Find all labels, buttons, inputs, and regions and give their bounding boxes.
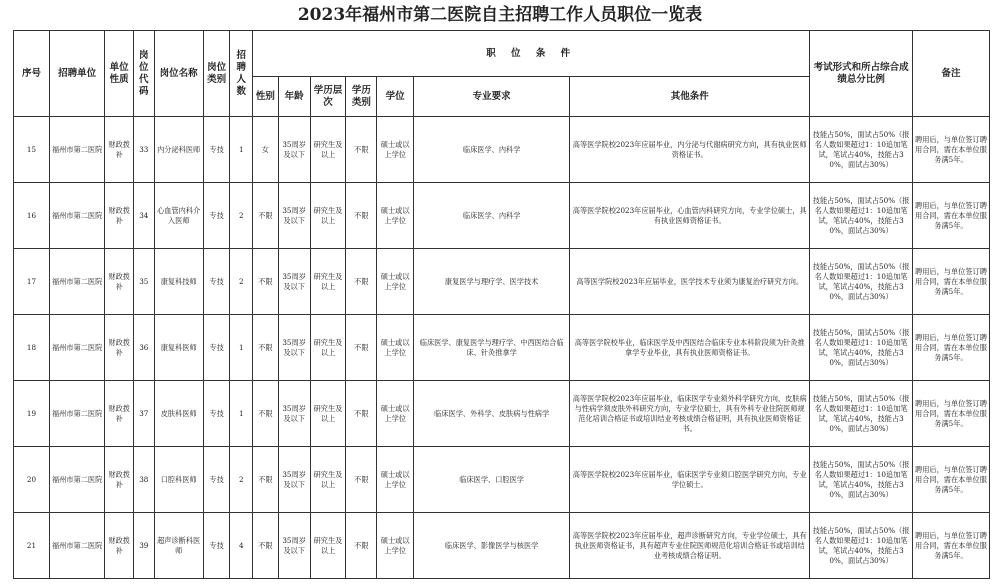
cell-degree: 硕士或以上学位 [377,447,414,513]
cell-seq: 21 [14,513,50,579]
header-post: 岗位名称 [154,31,203,117]
cell-count: 2 [230,183,253,249]
cell-gender: 女 [253,117,279,183]
cell-seq: 19 [14,381,50,447]
cell-other: 高等医学院校2023年应届毕业，超声诊断研究方向，专业学位硕士，具有执业医师资格证书，具有超声专业住院医师规范化培训合格证书或培训结业考核成绩合格证明。 [570,513,810,579]
cell-code: 34 [134,183,155,249]
cell-age: 35周岁及以下 [278,513,310,579]
cell-seq: 15 [14,117,50,183]
cell-exam: 技能占50%，面试占50%（报名人数如果超过1：10追加笔试，笔试占40%，技能占30%，面试占30%） [810,117,913,183]
cell-note: 聘用后，与单位签订聘用合同，需在本单位服务满5年。 [912,315,989,381]
cell-unit: 福州市第二医院 [49,183,104,249]
cell-post: 口腔科医师 [154,447,203,513]
cell-edu-level: 研究生及以上 [310,249,346,315]
cell-age: 35周岁及以下 [278,249,310,315]
header-edu-type: 学历类别 [346,77,377,117]
cell-unit: 福州市第二医院 [49,447,104,513]
cell-edu-type: 不限 [346,513,377,579]
header-count: 招聘人数 [230,31,253,117]
cell-nature: 财政拨补 [105,447,134,513]
header-gender: 性别 [253,77,279,117]
cell-post: 超声诊断科医师 [154,513,203,579]
cell-code: 35 [134,249,155,315]
cell-count: 4 [230,513,253,579]
cell-major: 临床医学、内科学 [414,117,570,183]
page-title: 2023年福州市第二医院自主招聘工作人员职位一览表 [297,5,703,25]
cell-edu-level: 研究生及以上 [310,447,346,513]
cell-nature: 财政拨补 [105,183,134,249]
cell-post: 皮肤科医师 [154,381,203,447]
cell-gender: 不限 [253,513,279,579]
header-note: 备注 [912,31,989,117]
cell-edu-type: 不限 [346,117,377,183]
cell-note: 聘用后，与单位签订聘用合同，需在本单位服务满5年。 [912,183,989,249]
header-other: 其他条件 [570,77,810,117]
cell-category: 专技 [203,315,230,381]
cell-gender: 不限 [253,447,279,513]
cell-age: 35周岁及以下 [278,183,310,249]
cell-gender: 不限 [253,315,279,381]
table-row [14,447,990,513]
cell-category: 专技 [203,513,230,579]
cell-post: 康复科技师 [154,249,203,315]
cell-degree: 硕士或以上学位 [377,513,414,579]
header-conditions: 职 位 条 件 [253,31,810,77]
header-edu-level: 学历层次 [310,77,346,117]
cell-edu-level: 研究生及以上 [310,117,346,183]
cell-degree: 硕士或以上学位 [377,183,414,249]
cell-degree: 硕士或以上学位 [377,249,414,315]
header-exam: 考试形式和所占综合成绩总分比例 [810,31,913,117]
cell-gender: 不限 [253,183,279,249]
cell-edu-level: 研究生及以上 [310,183,346,249]
cell-code: 37 [134,381,155,447]
cell-edu-type: 不限 [346,249,377,315]
cell-major: 康复医学与理疗学、医学技术 [414,249,570,315]
cell-exam: 技能占50%，面试占50%（报名人数如果超过1：10追加笔试，笔试占40%，技能占30%，面试占30%） [810,249,913,315]
table-row [14,381,990,447]
cell-seq: 20 [14,447,50,513]
cell-edu-type: 不限 [346,381,377,447]
cell-count: 1 [230,117,253,183]
cell-post: 内分泌科医师 [154,117,203,183]
header-unit: 招聘单位 [49,31,104,117]
cell-unit: 福州市第二医院 [49,381,104,447]
cell-gender: 不限 [253,381,279,447]
cell-unit: 福州市第二医院 [49,249,104,315]
cell-edu-level: 研究生及以上 [310,381,346,447]
cell-unit: 福州市第二医院 [49,315,104,381]
cell-post: 康复科医师 [154,315,203,381]
cell-exam: 技能占50%，面试占50%（报名人数如果超过1：10追加笔试，笔试占40%，技能占30%，面试占30%） [810,315,913,381]
cell-exam: 技能占50%，面试占50%（报名人数如果超过1：10追加笔试，笔试占40%，技能占30%，面试占30%） [810,447,913,513]
cell-other: 高等医学院校2023年应届毕业，医学技术专业须为康复治疗研究方向。 [570,249,810,315]
cell-exam: 技能占50%，面试占50%（报名人数如果超过1：10追加笔试，笔试占40%，技能占30%，面试占30%） [810,381,913,447]
cell-gender: 不限 [253,249,279,315]
cell-other: 高等医学院校毕业，临床医学及中西医结合临床专业本科阶段须为针灸推拿学专业毕业，具有执业医师资格证书。 [570,315,810,381]
cell-note: 聘用后，与单位签订聘用合同，需在本单位服务满5年。 [912,249,989,315]
cell-note: 聘用后，与单位签订聘用合同，需在本单位服务满5年。 [912,381,989,447]
cell-note: 聘用后，与单位签订聘用合同，需在本单位服务满5年。 [912,447,989,513]
cell-major: 临床医学、内科学 [414,183,570,249]
cell-age: 35周岁及以下 [278,381,310,447]
cell-edu-level: 研究生及以上 [310,315,346,381]
cell-exam: 技能占50%，面试占50%（报名人数如果超过1：10追加笔试，笔试占40%，技能占30%，面试占30%） [810,513,913,579]
table-row [14,117,990,183]
cell-major: 临床医学、康复医学与理疗学、中西医结合临床、针灸推拿学 [414,315,570,381]
cell-exam: 技能占50%，面试占50%（报名人数如果超过1：10追加笔试，笔试占40%，技能占30%，面试占30%） [810,183,913,249]
cell-category: 专技 [203,381,230,447]
cell-degree: 硕士或以上学位 [377,315,414,381]
cell-age: 35周岁及以下 [278,315,310,381]
table-row [14,315,990,381]
cell-seq: 16 [14,183,50,249]
cell-count: 1 [230,381,253,447]
cell-major: 临床医学、影像医学与核医学 [414,513,570,579]
cell-edu-type: 不限 [346,447,377,513]
cell-edu-level: 研究生及以上 [310,513,346,579]
cell-code: 39 [134,513,155,579]
header-category: 岗位类别 [203,31,230,117]
cell-age: 35周岁及以下 [278,447,310,513]
cell-category: 专技 [203,183,230,249]
cell-nature: 财政拨补 [105,315,134,381]
cell-nature: 财政拨补 [105,117,134,183]
table-row [14,183,990,249]
cell-count: 2 [230,447,253,513]
cell-nature: 财政拨补 [105,249,134,315]
cell-seq: 17 [14,249,50,315]
cell-count: 1 [230,315,253,381]
header-degree: 学位 [377,77,414,117]
cell-category: 专技 [203,447,230,513]
cell-edu-type: 不限 [346,315,377,381]
cell-unit: 福州市第二医院 [49,117,104,183]
cell-unit: 福州市第二医院 [49,513,104,579]
cell-category: 专技 [203,249,230,315]
cell-code: 33 [134,117,155,183]
cell-degree: 硕士或以上学位 [377,117,414,183]
cell-other: 高等医学院校2023年应届毕业，内分泌与代谢病研究方向，具有执业医师资格证书。 [570,117,810,183]
cell-nature: 财政拨补 [105,513,134,579]
cell-note: 聘用后，与单位签订聘用合同，需在本单位服务满5年。 [912,117,989,183]
cell-edu-type: 不限 [346,183,377,249]
cell-category: 专技 [203,117,230,183]
cell-age: 35周岁及以下 [278,117,310,183]
cell-seq: 18 [14,315,50,381]
cell-nature: 财政拨补 [105,381,134,447]
header-seq: 序号 [14,31,50,117]
table-row [14,249,990,315]
cell-other: 高等医学院校2023年应届毕业，心血管内科研究方向，专业学位硕士，具有执业医师资格证书。 [570,183,810,249]
header-age: 年龄 [278,77,310,117]
header-major: 专业要求 [414,77,570,117]
positions-table [13,30,990,579]
cell-degree: 硕士或以上学位 [377,381,414,447]
cell-code: 36 [134,315,155,381]
cell-other: 高等医学院校2023年应届毕业，临床医学专业须外科学研究方向，皮肤病与性病学须皮肤外科研究方向，专业学位硕士，具有外科专业住院医师规范化培训合格证书或培训结业考核成绩合格证明，具有执业医师资格证书。 [570,381,810,447]
cell-major: 临床医学、外科学、皮肤病与性病学 [414,381,570,447]
cell-major: 临床医学、口腔医学 [414,447,570,513]
cell-post: 心血管内科介入医师 [154,183,203,249]
cell-code: 38 [134,447,155,513]
cell-count: 2 [230,249,253,315]
header-code: 岗位代码 [134,31,155,117]
header-nature: 单位性质 [105,31,134,117]
table-row [14,513,990,579]
cell-note: 聘用后，与单位签订聘用合同，需在本单位服务满5年。 [912,513,989,579]
cell-other: 高等医学院校2023年应届毕业，临床医学专业须口腔医学研究方向，专业学位硕士。 [570,447,810,513]
